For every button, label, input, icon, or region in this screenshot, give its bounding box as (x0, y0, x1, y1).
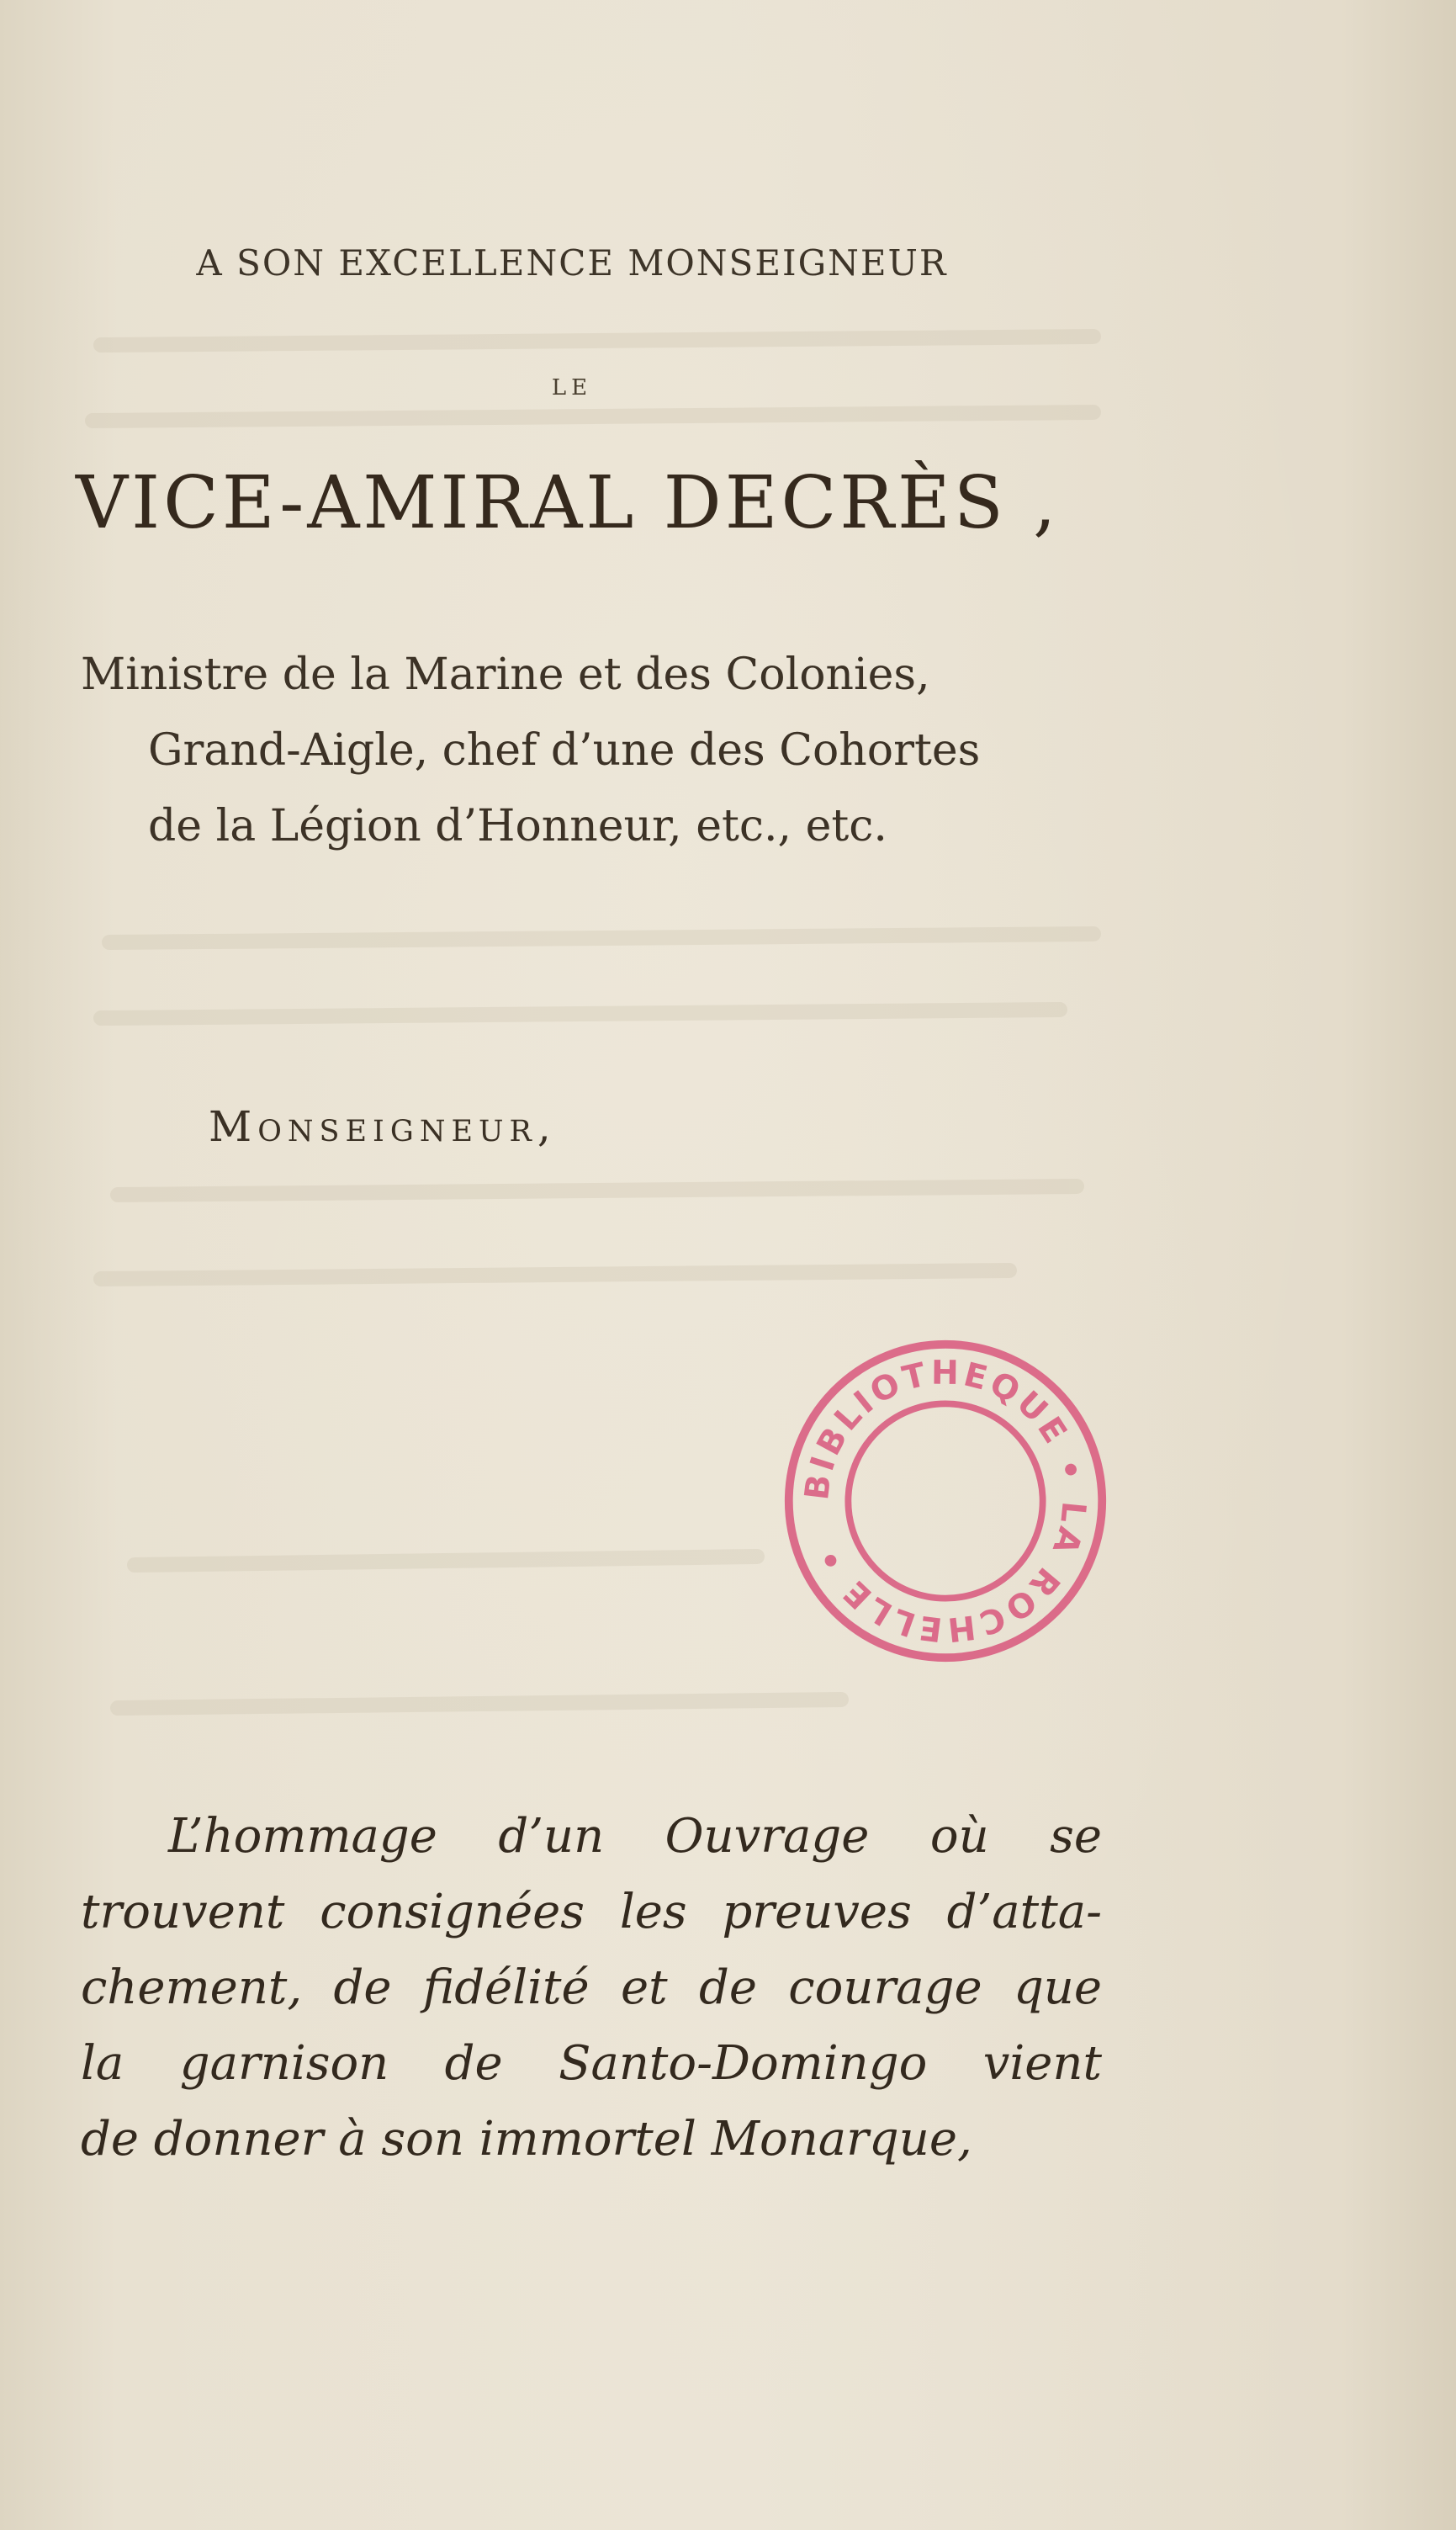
library-stamp (781, 1336, 1110, 1666)
body-line: de donner à son immortel Monarque, (81, 2112, 972, 2167)
body-line: trouvent consignées les preuves d’atta- (81, 1885, 1102, 1939)
dedicatee-title-line: Ministre de la Marine et des Colonies, (81, 650, 930, 700)
dedicatee-name: VICE-AMIRAL DECRÈS , (76, 461, 1060, 545)
dedicatee-title-line: de la Légion d’Honneur, etc., etc. (148, 801, 887, 851)
dedication-article: LE (551, 375, 593, 400)
salutation: Monseigneur, (209, 1102, 557, 1151)
dedication-heading: A SON EXCELLENCE MONSEIGNEUR (196, 242, 948, 284)
body-line: chement, de fidélité et de courage que (81, 1960, 1102, 2015)
body-line: L’hommage d’un Ouvrage où se (168, 1809, 1102, 1864)
body-line: la garnison de Santo-Domingo vient (81, 2036, 1102, 2091)
svg-text:BIBLIOTHEQUE • LA ROCHELLE • (798, 1355, 1093, 1649)
dedicatee-title-line: Grand-Aigle, chef d’une des Cohortes (148, 725, 981, 776)
stamp-text: BIBLIOTHEQUE • LA ROCHELLE • (798, 1354, 1093, 1649)
